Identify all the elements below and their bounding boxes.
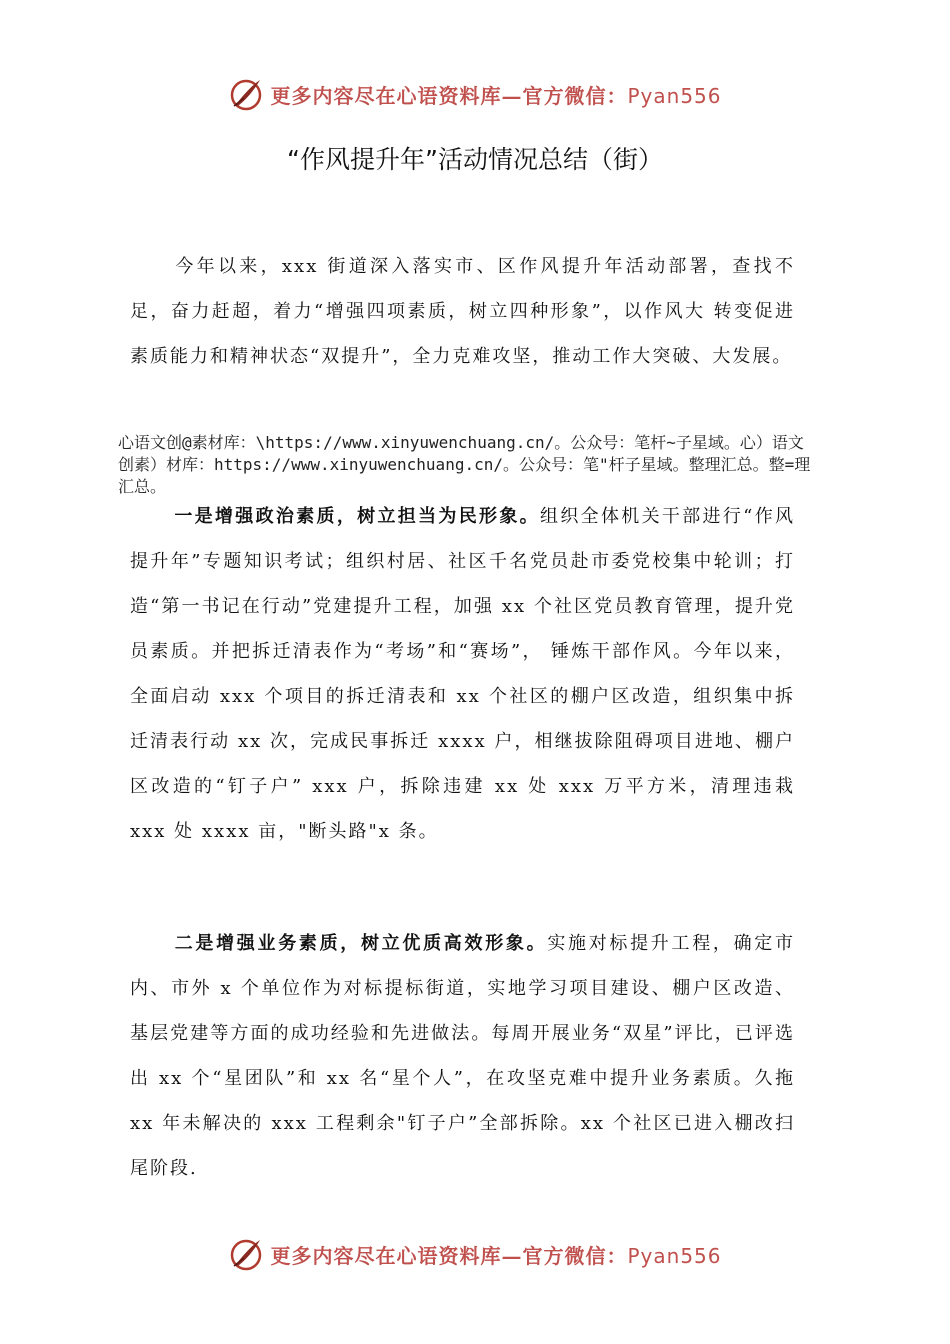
watermark-text: 心语文创@素材库：\https://www.xinyuwenchuang.cn/。公众号：笔杆~子星域。心）语文创素）材库：https://www.xinyuwenchuang.cn/。公众号：笔"杆子星域。整理汇总。整=理汇总。 <box>118 433 811 496</box>
feather-logo-icon <box>228 76 264 112</box>
section2-heading: 二是增强业务素质，树立优质高效形象。 <box>174 933 548 954</box>
section1-body: 组织全体机关干部进行“作风提升年”专题知识考试；组织村居、社区千名党员赴市委党校集中轮训；打造“第一书记在行动”党建提升工程，加强 xx 个社区党员教育管理，提升党员素质。并把拆迁清表作为“考场”和“赛场”， 锤炼干部作风。今年以来，全面启动 xxx 个项目的拆迁清表和 xx 个社区的棚户区改造，组织集中拆迁清表行动 xx 次，完成民事拆迁 xxxx 户，相继拔除阻碍项目进地、棚户区改造的“钉子户” xxx 户，拆除违建 xx 处 xxx 万平方米，清理违栽 xxx 处 xxxx 亩，"断头路"x 条。 <box>130 506 796 842</box>
intro-paragraph: 今年以来，xxx 街道深入落实市、区作风提升年活动部署，查找不足，奋力赶超，着力“增强四项素质，树立四种形象”，以作风大 转变促进素质能力和精神状态“双提升”，全力克难攻坚，推动工作大突破、大发展。 <box>130 256 795 367</box>
banner-text: 更多内容尽在心语资料库—官方微信：Pyan556 <box>270 83 722 108</box>
section1-heading: 一是增强政治素质，树立担当为民形象。 <box>174 506 541 527</box>
section2-paragraph <box>130 921 795 1191</box>
feather-logo-icon <box>228 1236 264 1272</box>
banner-text: 更多内容尽在心语资料库—官方微信：Pyan556 <box>270 1243 722 1268</box>
section2-body: 实施对标提升工程，确定市内、市外 x 个单位作为对标提标街道，实地学习项目建设、棚户区改造、基层党建等方面的成功经验和先进做法。每周开展业务“双星”评比，已评选出 xx 个“星团队”和 xx 名“星个人”，在攻坚克难中提升业务素质。久拖 xx 年未解决的 xxx 工程剩余"钉子户”全部拆除。xx 个社区已进入棚改扫尾阶段. <box>130 933 796 1179</box>
section1-paragraph <box>130 494 795 854</box>
header-banner <box>0 72 950 116</box>
document-title: “作风提升年”活动情况总结（街） <box>287 145 663 174</box>
footer-banner <box>0 1232 950 1276</box>
